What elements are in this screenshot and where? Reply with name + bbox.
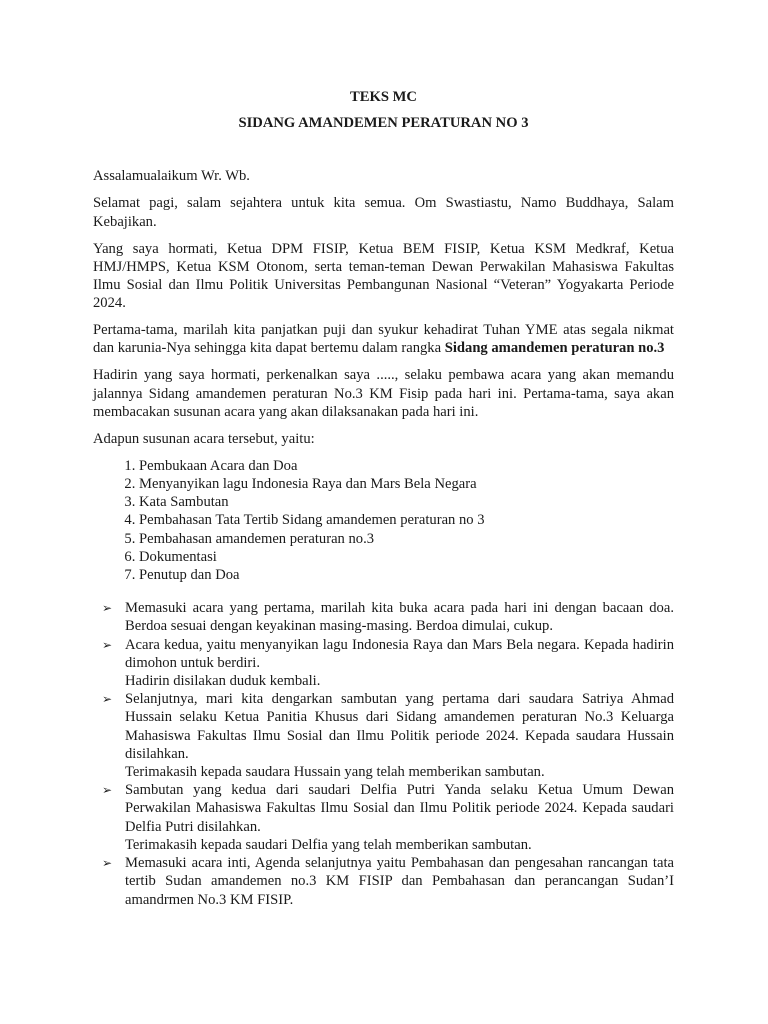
- salutation-paragraph: Selamat pagi, salam sejahtera untuk kita semua. Om Swastiastu, Namo Buddhaya, Salam Kebajikan.: [93, 195, 674, 230]
- step-follow-text: Terimakasih kepada saudara Hussain yang telah memberikan sambutan.: [125, 764, 545, 781]
- arrow-bullet-icon: ➢: [102, 856, 113, 871]
- agenda-item: 1. Pembukaan Acara dan Doa: [139, 457, 674, 475]
- document-page: [93, 88, 674, 909]
- agenda-item: 5. Pembahasan amandemen peraturan no.3: [139, 530, 674, 548]
- introduction-paragraph: Hadirin yang saya hormati, perkenalkan saya ....., selaku pembawa acara yang akan memandu jalannya Sidang amandemen peraturan No.3 KM Fisip pada hari ini. Pertama-tama, saya akan membacakan susunan acara yang akan dilaksanakan pada hari ini.: [93, 367, 674, 420]
- step-item: [93, 599, 674, 635]
- document-subtitle: SIDANG AMANDEMEN PERATURAN NO 3: [238, 115, 529, 132]
- greeting-paragraph: Assalamualaikum Wr. Wb.: [93, 168, 250, 185]
- agenda-list: [93, 457, 674, 584]
- agenda-item: 7. Penutup dan Doa: [139, 566, 674, 584]
- arrow-bullet-icon: ➢: [102, 637, 113, 652]
- step-text: Selanjutnya, mari kita dengarkan sambutan yang pertama dari saudara Satriya Ahmad Hussain selaku Ketua Panitia Khusus dari Sidang amandemen peraturan No.3 Keluarga Mahasiswa Fakultas Ilmu Sosial dan Ilmu Politik periode 2024. Kepada saudara Hussain disilahkan.: [125, 691, 674, 762]
- gratitude-text: Pertama-tama, marilah kita panjatkan puji dan syukur kehadirat Tuhan YME atas segala nikmat dan karunia-Nya sehingga kita dapat bertemu dalam rangka: [93, 322, 674, 357]
- step-item: [93, 781, 674, 854]
- document-title: TEKS MC: [350, 89, 417, 105]
- steps-list: [93, 599, 674, 908]
- gratitude-bold-text: Sidang amandemen peraturan no.3: [444, 340, 665, 357]
- step-item: [93, 690, 674, 781]
- agenda-item: 2. Menyanyikan lagu Indonesia Raya dan Mars Bela Negara: [139, 475, 674, 493]
- step-item: [93, 854, 674, 909]
- step-follow-text: Hadirin disilakan duduk kembali.: [125, 673, 321, 690]
- step-item: [93, 636, 674, 691]
- agenda-item: 4. Pembahasan Tata Tertib Sidang amandemen peraturan no 3: [139, 511, 674, 529]
- step-follow-text: Terimakasih kepada saudari Delfia yang telah memberikan sambutan.: [125, 836, 532, 853]
- step-text: Acara kedua, yaitu menyanyikan lagu Indonesia Raya dan Mars Bela negara. Kepada hadirin dimohon untuk berdiri.: [125, 636, 674, 671]
- gratitude-paragraph: [93, 321, 674, 357]
- arrow-bullet-icon: ➢: [102, 783, 113, 798]
- respected-paragraph: Yang saya hormati, Ketua DPM FISIP, Ketua BEM FISIP, Ketua KSM Medkraf, Ketua HMJ/HMPS, Ketua KSM Otonom, serta teman-teman Dewan Perwakilan Mahasiswa Fakultas Ilmu Sosial dan Ilmu Politik Universitas Pembangunan Nasional “Veteran” Yogyakarta Periode 2024.: [93, 240, 674, 312]
- step-text: Memasuki acara inti, Agenda selanjutnya yaitu Pembahasan dan pengesahan rancangan tata tertib Sudan amandemen no.3 KM FISIP dan Pembahasan dan perancangan Sudan’I amandrmen No.3 KM FISIP.: [125, 855, 674, 908]
- step-text: Memasuki acara yang pertama, marilah kita buka acara pada hari ini dengan bacaan doa. Berdoa sesuai dengan keyakinan masing-masing. Berdoa dimulai, cukup.: [125, 600, 674, 635]
- agenda-intro: Adapun susunan acara tersebut, yaitu:: [93, 430, 315, 447]
- arrow-bullet-icon: ➢: [102, 692, 113, 707]
- agenda-item: 3. Kata Sambutan: [139, 493, 674, 511]
- step-text: Sambutan yang kedua dari saudari Delfia Putri Yanda selaku Ketua Umum Dewan Perwakilan Mahasiswa Fakultas Ilmu Sosial dan Ilmu Politik periode 2024. Kepada saudari Delfia Putri disilahkan.: [125, 782, 674, 835]
- agenda-item: 6. Dokumentasi: [139, 548, 674, 566]
- arrow-bullet-icon: ➢: [102, 601, 113, 616]
